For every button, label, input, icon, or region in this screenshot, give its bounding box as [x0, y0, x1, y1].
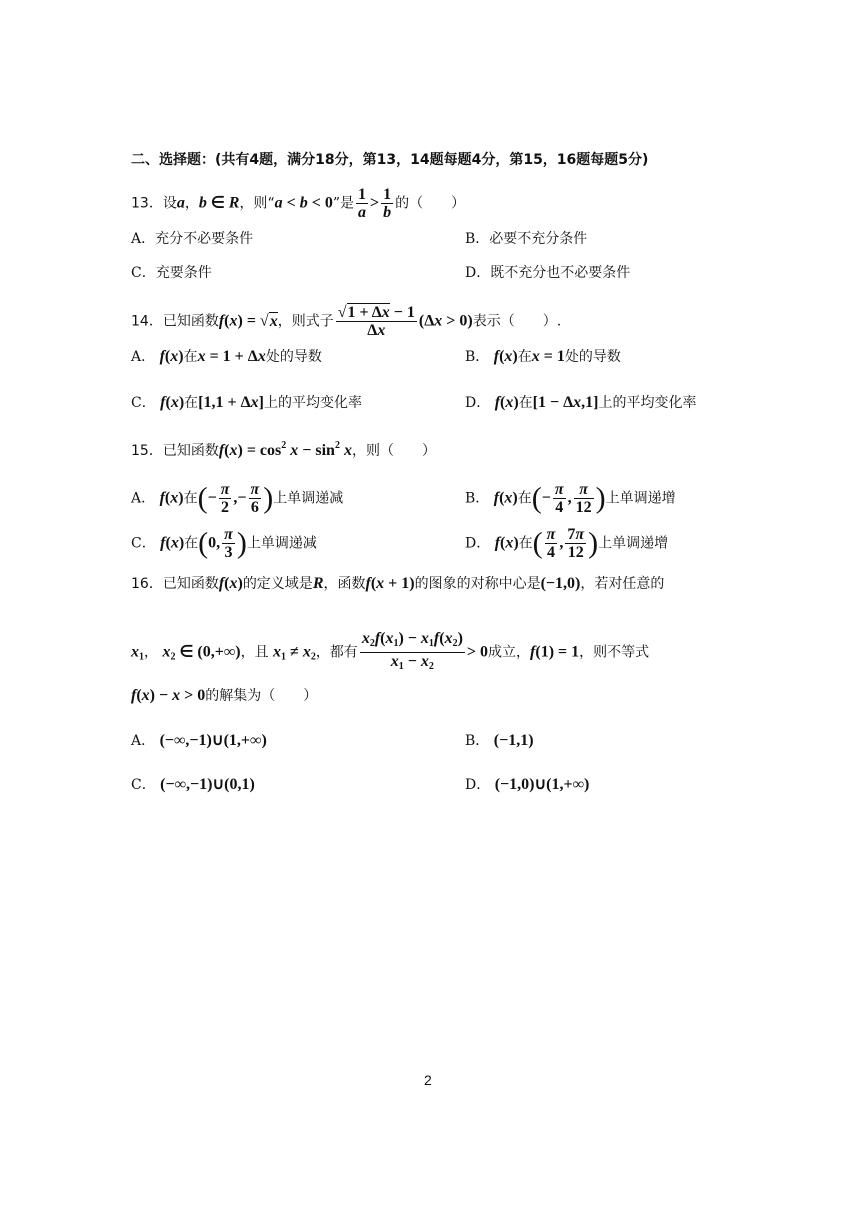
question-15-option-b[interactable]: B． f(x)在(− $\frac{\pi}{4}$ , $\frac{\pi}{12}$ )上单调递增 [465, 481, 676, 516]
section-heading: 二、选择题：(共有4题，满分18分，第13，14题每题4分，第15，16题每题5分) [131, 152, 649, 168]
question-13-number: 13． [131, 195, 163, 212]
question-16-stem-line3: f(x) − x > 0的解集为（ ） [131, 687, 318, 704]
question-15-option-d[interactable]: D． f(x)在( $\frac{\pi}{4}$ , $\frac{7\pi}{12}$ )上单调递增 [465, 526, 669, 561]
question-15-option-a[interactable]: A． f(x)在(− $\frac{\pi}{2}$ ,− $\frac{\pi}{6}$ )上单调递减 [131, 481, 344, 516]
question-14-option-b[interactable]: B． f(x)在x = 1处的导数 [465, 348, 621, 365]
question-14-stem: 14．已知函数f(x) = √x，则式子 $\frac{√1 + \Delta x - 1}{\Delta x}$ (Δx > 0)表示（ ）. [131, 304, 562, 339]
question-16-number: 16． [131, 576, 163, 592]
question-13-stem: 13．设a，b ∈ R，则“a < b < 0”是 $\frac{1}{a}$ > $\frac{1}{b}$ 的（ ） [131, 186, 466, 221]
question-16-stem-line1: 16．已知函数f(x)的定义域是R，函数f(x + 1)的图象的对称中心是(−1,0)，若对任意的 [131, 575, 665, 592]
question-14-number: 14． [131, 313, 163, 330]
question-13-option-c[interactable]: C．充要条件 [131, 265, 212, 281]
question-16-stem-line2: $x_1$， $x_2$ ∈ (0,+∞)，且 $x_1 \ne x_2$，都有 $\frac{x_2f(x_1) - x_1f(x_2)}{x_1 - x_2}$ > 0成立，f(1) = 1，则不等式 [131, 630, 650, 672]
question-14-option-a[interactable]: A． f(x)在x = 1 + Δx处的导数 [131, 348, 322, 365]
question-15-stem: 15．已知函数$f(x) = \cos^2 x - \sin^2 x$，则（ ） [131, 440, 436, 459]
question-14-option-d[interactable]: D． f(x)在[1 − Δx,1]上的平均变化率 [465, 394, 697, 411]
question-16-option-c[interactable]: C． (−∞,−1)∪(0,1) [131, 776, 255, 793]
page-number: 2 [424, 1072, 432, 1088]
question-15-number: 15． [131, 443, 163, 459]
question-16-option-d[interactable]: D． (−1,0)∪(1,+∞) [465, 776, 590, 793]
question-14-option-c[interactable]: C． f(x)在[1,1 + Δx]上的平均变化率 [131, 394, 362, 411]
question-13-option-a[interactable]: A．充分不必要条件 [131, 231, 254, 247]
question-16-option-b[interactable]: B． (−1,1) [465, 732, 534, 749]
question-13-option-d[interactable]: D．既不充分也不必要条件 [465, 265, 631, 281]
question-16-option-a[interactable]: A． (−∞,−1)∪(1,+∞) [131, 732, 267, 749]
question-13-option-b[interactable]: B．必要不充分条件 [465, 231, 588, 247]
question-15-option-c[interactable]: C． f(x)在(0, $\frac{\pi}{3}$ )上单调递减 [131, 526, 317, 561]
